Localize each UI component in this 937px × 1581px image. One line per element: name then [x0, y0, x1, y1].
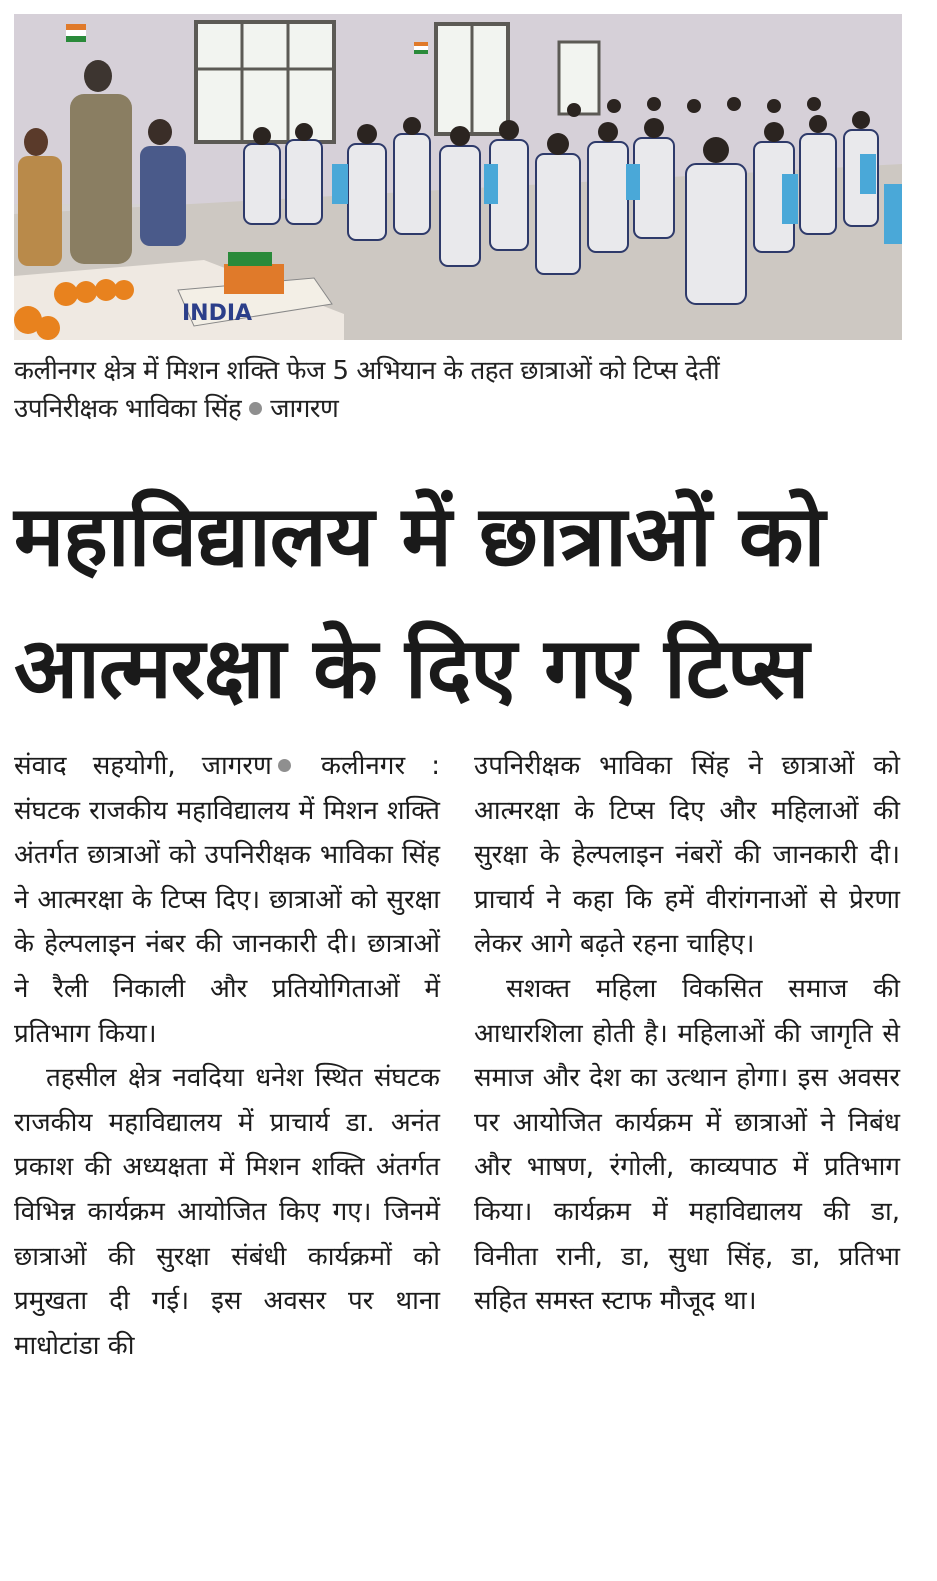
headline	[14, 470, 919, 734]
caption-credit: जागरण	[270, 394, 339, 424]
news-photo	[14, 14, 902, 340]
article-paragraph: उपनिरीक्षक भाविका सिंह ने छात्राओं को आत्मरक्षा के टिप्स दिए और महिलाओं की सुरक्षा के हेल्पलाइन नंबरों की जानकारी दी। प्राचार्य ने कहा कि हमें वीरांगनाओं से प्रेरणा लेकर आगे बढ़ते रहना चाहिए।	[474, 751, 900, 960]
article-paragraph	[14, 744, 440, 1056]
headline-line-1: महाविद्यालय में छात्राओं को	[14, 487, 825, 585]
caption-line-2-text: उपनिरीक्षक भाविका सिंह	[14, 394, 242, 424]
headline-line-2: आत्मरक्षा के दिए गए टिप्स	[14, 619, 809, 717]
india-sign-text: INDIA	[182, 301, 253, 326]
article-paragraph: तहसील क्षेत्र नवदिया धनेश स्थित संघटक राजकीय महाविद्यालय में प्राचार्य डा. अनंत प्रकाश की अध्यक्षता में मिशन शक्ति अंतर्गत विभिन्न कार्यक्रम आयोजित किए गए। जिनमें छात्राओं की सुरक्षा संबंधी कार्यक्रमों को प्रमुखता दी गई। इस अवसर पर थाना माधोटांडा की	[14, 1063, 440, 1361]
caption-line-1: कलीनगर क्षेत्र में मिशन शक्ति फेज 5 अभियान के तहत छात्राओं को टिप्स देतीं	[14, 356, 720, 386]
bullet-dot-icon	[249, 402, 262, 415]
dateline: संवाद सहयोगी, जागरण	[14, 751, 272, 781]
bullet-dot-icon	[278, 759, 291, 772]
article-column-right	[474, 744, 900, 1324]
photo-caption	[14, 352, 904, 428]
article-text: कलीनगर : संघटक राजकीय महाविद्यालय में मिशन शक्ति अंतर्गत छात्राओं को उपनिरीक्षक भाविका सिंह ने आत्मरक्षा के टिप्स दिए। छात्राओं को सुरक्षा के हेल्पलाइन नंबर की जानकारी दी। छात्राओं ने रैली निकाली और प्रतियोगिताओं में प्रतिभाग किया।	[14, 751, 441, 1049]
caption-line-2	[14, 390, 904, 428]
article-paragraph: सशक्त महिला विकसित समाज की आधारशिला होती है। महिलाओं की जागृति से समाज और देश का उत्थान होगा। इस अवसर पर आयोजित कार्यक्रम में छात्राओं ने निबंध और भाषण, रंगोली, काव्यपाठ में प्रतिभाग किया। कार्यक्रम में महाविद्यालय की डा, विनीता रानी, डा, सुधा सिंह, डा, प्रतिभा सहित समस्त स्टाफ मौजूद था।	[474, 973, 900, 1317]
article-column-left	[14, 744, 440, 1368]
